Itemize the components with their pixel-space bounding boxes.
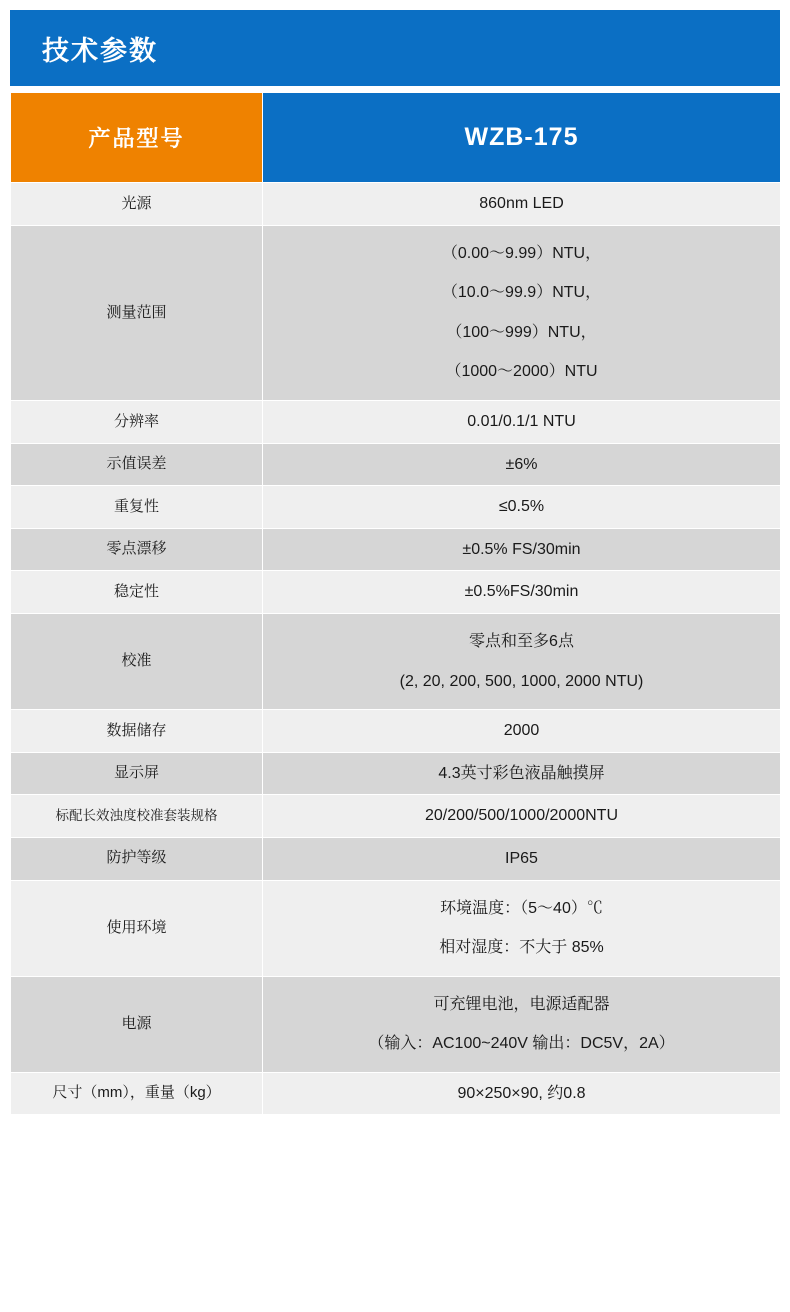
row-value: 2000	[263, 710, 781, 753]
row-label: 校准	[11, 613, 263, 709]
row-label: 分辨率	[11, 400, 263, 443]
table-row	[11, 976, 781, 1072]
row-value: ±0.5%FS/30min	[263, 571, 781, 614]
page-title: 技术参数	[42, 35, 158, 66]
row-label: 光源	[11, 183, 263, 226]
row-value: 可充锂电池，电源适配器 （输入：AC100~240V 输出：DC5V，2A）	[263, 976, 781, 1072]
row-value: 4.3英寸彩色液晶触摸屏	[263, 752, 781, 795]
column-header-model-label: 产品型号	[11, 93, 263, 183]
row-value: ±6%	[263, 443, 781, 486]
column-header-model-value: WZB-175	[263, 93, 781, 183]
table-row	[11, 710, 781, 753]
table-row	[11, 795, 781, 838]
table-row	[11, 443, 781, 486]
table-header-row	[11, 93, 781, 183]
table-row	[11, 880, 781, 976]
row-label: 测量范围	[11, 225, 263, 400]
row-label: 电源	[11, 976, 263, 1072]
table-row	[11, 752, 781, 795]
row-value: 90×250×90, 约0.8	[263, 1072, 781, 1115]
row-label: 重复性	[11, 486, 263, 529]
row-label: 示值误差	[11, 443, 263, 486]
row-label: 使用环境	[11, 880, 263, 976]
page-title-bar	[10, 10, 780, 86]
specification-table	[10, 92, 781, 1115]
table-row	[11, 400, 781, 443]
table-row	[11, 183, 781, 226]
row-value: （0.00～9.99）NTU， （10.0～99.9）NTU， （100～999）NTU， （1000～2000）NTU	[263, 225, 781, 400]
row-value: 0.01/0.1/1 NTU	[263, 400, 781, 443]
row-value: 20/200/500/1000/2000NTU	[263, 795, 781, 838]
row-label: 稳定性	[11, 571, 263, 614]
row-value: 零点和至多6点 (2, 20, 200, 500, 1000, 2000 NTU)	[263, 613, 781, 709]
row-value: IP65	[263, 837, 781, 880]
table-row	[11, 486, 781, 529]
row-value: 环境温度：（5～40）℃ 相对湿度：不大于 85%	[263, 880, 781, 976]
table-row	[11, 225, 781, 400]
row-value: ≤0.5%	[263, 486, 781, 529]
row-label: 零点漂移	[11, 528, 263, 571]
row-value: 860nm LED	[263, 183, 781, 226]
row-label: 尺寸（mm），重量（kg）	[11, 1072, 263, 1115]
table-row	[11, 613, 781, 709]
row-label: 数据储存	[11, 710, 263, 753]
table-row	[11, 1072, 781, 1115]
table-row	[11, 837, 781, 880]
row-label: 标配长效浊度校准套装规格	[11, 795, 263, 838]
table-row	[11, 571, 781, 614]
row-label: 防护等级	[11, 837, 263, 880]
row-label: 显示屏	[11, 752, 263, 795]
row-value: ±0.5% FS/30min	[263, 528, 781, 571]
table-row	[11, 528, 781, 571]
